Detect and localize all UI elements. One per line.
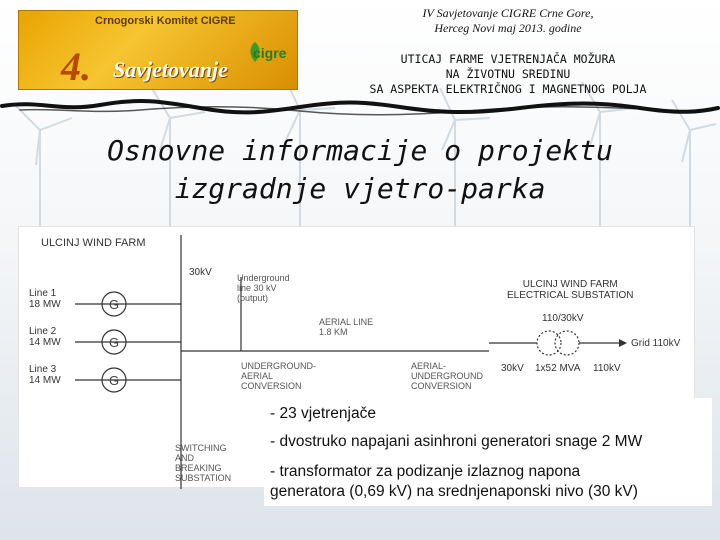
project-facts-panel (264, 398, 712, 506)
substation-30kv-label: 30kV (501, 363, 524, 374)
paper-title-line-2: NA ŽIVOTNU SREDINU (445, 67, 571, 81)
bullet-generator-type: - dvostruko napajani asinhroni generatori snage 2 MW (270, 433, 643, 450)
underground-line-label: Underground line 30 kV (output) (237, 273, 290, 303)
logo-organization: Crnogorski Komitet CIGRE (95, 15, 236, 27)
aerial-line-label: AERIAL LINE 1.8 KM (319, 317, 374, 337)
bullet-transformer-continued: generatora (0,69 kV) na srednjenaponski nivo (30 kV) (270, 483, 638, 500)
logo-event-name: Savjetovanje (113, 57, 228, 82)
bullet-transformer: - transformator za podizanje izlaznog napona (270, 463, 581, 480)
paper-title (318, 52, 698, 97)
conference-info (318, 6, 698, 36)
underground-aerial-conversion-label: UNDERGROUND- AERIAL CONVERSION (241, 361, 316, 391)
farm-title: ULCINJ WIND FARM (41, 237, 146, 249)
slide-title (20, 132, 700, 208)
line-2-label: Line 2 14 MW (29, 326, 61, 348)
substation-title: ULCINJ WIND FARM ELECTRICAL SUBSTATION (507, 279, 634, 301)
logo-brand: cigre (253, 45, 287, 61)
switching-substation-label: SWITCHING AND BREAKING SUBSTATION (175, 443, 232, 483)
generator-1-symbol: G (109, 297, 120, 312)
generator-2-symbol: G (109, 335, 120, 350)
slide-title-line-2: izgradnje vjetro-parka (174, 172, 546, 205)
busbar-voltage-label: 30kV (189, 267, 212, 278)
conference-line-1: IV Savjetovanje CIGRE Crne Gore, (422, 6, 594, 20)
generator-3-symbol: G (109, 373, 120, 388)
grid-label: Grid 110kV (631, 338, 681, 349)
conference-line-2: Herceg Novi maj 2013. godine (434, 21, 582, 35)
transformer-rating-label: 1x52 MVA (535, 363, 581, 374)
brush-divider (0, 96, 720, 122)
aerial-underground-conversion-label: AERIAL- UNDERGROUND CONVERSION (411, 361, 483, 391)
transformer-ratio-label: 110/30kV (542, 313, 584, 324)
bullet-turbine-count: - 23 vjetrenjače (270, 405, 376, 422)
line-3-label: Line 3 14 MW (29, 364, 61, 386)
line-1-label: Line 1 18 MW (29, 288, 61, 310)
slide-title-line-1: Osnovne informacije o projektu (107, 134, 613, 167)
paper-title-line-1: UTICAJ FARME VJETRENJAČA MOŽURA (400, 52, 616, 66)
cigre-logo (18, 10, 298, 90)
substation-110kv-label: 110kV (593, 363, 621, 374)
logo-number: 4. (61, 44, 91, 89)
paper-title-line-3: SA ASPEKTA ELEKTRIČNOG I MAGNETNOG POLJA (369, 82, 647, 96)
